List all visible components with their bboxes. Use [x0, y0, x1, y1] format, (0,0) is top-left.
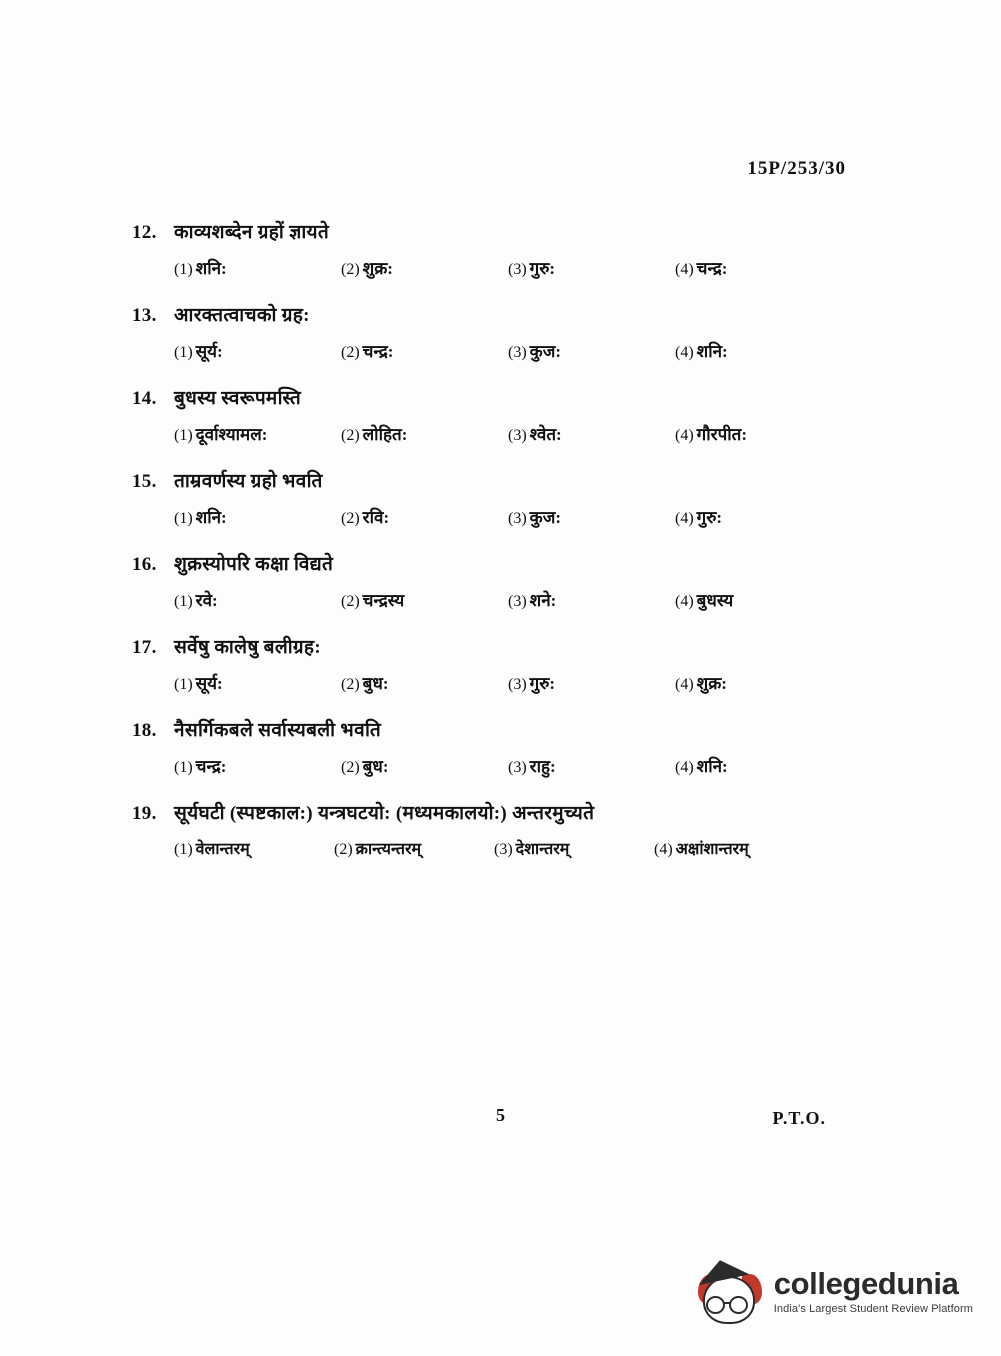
answer-option[interactable] [341, 505, 508, 528]
collegedunia-watermark [692, 1256, 973, 1326]
answer-option[interactable] [508, 339, 675, 362]
question-number: 16. [132, 554, 157, 575]
option-text: कुज: [529, 508, 561, 527]
answer-option[interactable] [675, 505, 842, 528]
question-block [132, 550, 892, 611]
option-text: राहु: [529, 757, 556, 776]
pto-label: P.T.O. [772, 1108, 826, 1128]
answer-option[interactable] [174, 505, 341, 528]
answer-option[interactable] [508, 422, 675, 445]
option-number: (3) [494, 841, 513, 858]
answer-option[interactable] [508, 671, 675, 694]
option-number: (3) [508, 510, 527, 527]
option-text: शुक्र: [696, 674, 727, 693]
question-number: 14. [132, 388, 157, 409]
question-line [132, 301, 892, 327]
question-block [132, 799, 892, 859]
option-text: चन्द्र: [195, 757, 227, 776]
option-text: शनि: [195, 508, 227, 527]
option-text: शनि: [696, 757, 728, 776]
question-text: शुक्रस्योपरि कक्षा विद्यते [174, 554, 334, 575]
option-text: शनि: [696, 342, 728, 361]
question-number: 19. [132, 803, 157, 824]
answer-option[interactable] [341, 422, 508, 445]
option-number: (1) [174, 759, 193, 776]
option-text: शने: [529, 591, 557, 610]
answer-option[interactable] [675, 256, 842, 279]
option-text: देशान्तरम् [515, 841, 570, 858]
option-text: चन्द्र: [696, 259, 728, 278]
answer-option[interactable] [675, 422, 842, 445]
option-row [132, 837, 892, 859]
watermark-text [773, 1265, 973, 1315]
option-text: रवे: [195, 591, 218, 610]
answer-option[interactable] [334, 837, 494, 859]
question-text: नैसर्गिकबले सर्वास्यबली भवति [174, 720, 381, 741]
option-text: शनि: [195, 259, 227, 278]
option-number: (3) [508, 344, 527, 361]
question-number: 15. [132, 471, 157, 492]
option-row [132, 754, 892, 777]
option-number: (3) [508, 676, 527, 693]
answer-option[interactable] [675, 671, 842, 694]
question-text: बुधस्य स्वरूपमस्ति [174, 388, 302, 409]
option-number: (4) [675, 593, 694, 610]
option-row [132, 588, 892, 611]
option-text: चन्द्र: [362, 342, 394, 361]
option-number: (1) [174, 261, 193, 278]
option-text: गुरु: [529, 674, 556, 693]
option-text: श्वेत: [529, 425, 562, 444]
question-line [132, 799, 892, 825]
question-number: 12. [132, 222, 157, 243]
answer-option[interactable] [675, 754, 842, 777]
option-text: सूर्य: [195, 674, 223, 693]
question-block [132, 301, 892, 362]
answer-option[interactable] [341, 339, 508, 362]
answer-option[interactable] [174, 422, 341, 445]
option-text: बुध: [362, 757, 389, 776]
option-number: (1) [174, 841, 193, 858]
question-block [132, 384, 892, 445]
answer-option[interactable] [174, 588, 341, 611]
option-number: (4) [675, 261, 694, 278]
option-row [132, 256, 892, 279]
answer-option[interactable] [675, 339, 842, 362]
option-text: वेलान्तरम् [195, 841, 250, 858]
answer-option[interactable] [341, 671, 508, 694]
option-number: (1) [174, 427, 193, 444]
answer-option[interactable] [174, 339, 341, 362]
option-row [132, 422, 892, 445]
answer-option[interactable] [508, 256, 675, 279]
question-text: ताम्रवर्णस्य ग्रहो भवति [174, 471, 323, 492]
option-number: (2) [341, 427, 360, 444]
option-number: (4) [675, 510, 694, 527]
option-number: (1) [174, 676, 193, 693]
option-number: (2) [341, 261, 360, 278]
answer-option[interactable] [654, 837, 814, 859]
option-text: कुज: [529, 342, 561, 361]
option-text: लोहित: [362, 425, 408, 444]
question-text: काव्यशब्देन ग्रहों ज्ञायते [174, 222, 329, 243]
answer-option[interactable] [174, 671, 341, 694]
question-text: आरक्तत्वाचको ग्रह: [174, 305, 310, 326]
option-text: सूर्य: [195, 342, 223, 361]
option-text: शुक्र: [362, 259, 393, 278]
option-number: (2) [341, 593, 360, 610]
option-number: (4) [675, 427, 694, 444]
paper-code: 15P/253/30 [747, 158, 846, 179]
option-number: (3) [508, 427, 527, 444]
question-block [132, 218, 892, 279]
question-block [132, 633, 892, 694]
answer-option[interactable] [341, 588, 508, 611]
page-number: 5 [496, 1105, 505, 1125]
option-number: (4) [654, 841, 673, 858]
option-number: (1) [174, 344, 193, 361]
option-number: (3) [508, 593, 527, 610]
option-text: गुरु: [529, 259, 556, 278]
watermark-tagline: India's Largest Student Review Platform [773, 1302, 973, 1315]
question-text: सर्वेषु कालेषु बलीग्रह: [174, 637, 321, 658]
option-text: बुधस्य [696, 591, 734, 610]
option-number: (4) [675, 676, 694, 693]
question-number: 13. [132, 305, 157, 326]
option-number: (2) [341, 759, 360, 776]
answer-option[interactable] [341, 256, 508, 279]
question-list [132, 218, 892, 881]
option-number: (3) [508, 261, 527, 278]
option-number: (2) [341, 676, 360, 693]
question-number: 18. [132, 720, 157, 741]
answer-option[interactable] [508, 754, 675, 777]
option-number: (1) [174, 593, 193, 610]
question-block [132, 467, 892, 528]
answer-option[interactable] [341, 754, 508, 777]
option-text: अक्षांशान्तरम् [675, 841, 749, 858]
option-number: (3) [508, 759, 527, 776]
question-block [132, 716, 892, 777]
option-text: क्रान्त्यन्तरम् [355, 841, 422, 858]
option-row [132, 505, 892, 528]
watermark-brand: collegedunia [773, 1265, 959, 1301]
option-text: गुरु: [696, 508, 723, 527]
question-line [132, 218, 892, 244]
option-number: (4) [675, 344, 694, 361]
graduate-student-icon [692, 1256, 766, 1326]
answer-option[interactable] [508, 505, 675, 528]
option-text: रवि: [362, 508, 390, 527]
question-line [132, 633, 892, 659]
question-number: 17. [132, 637, 157, 658]
answer-option[interactable] [494, 837, 654, 859]
option-text: बुध: [362, 674, 389, 693]
question-line [132, 467, 892, 493]
answer-option[interactable] [675, 588, 842, 611]
question-line [132, 384, 892, 410]
option-row [132, 339, 892, 362]
answer-option[interactable] [174, 256, 341, 279]
option-number: (2) [334, 841, 353, 858]
answer-option[interactable] [174, 754, 341, 777]
option-number: (4) [675, 759, 694, 776]
answer-option[interactable] [174, 837, 334, 859]
option-number: (2) [341, 344, 360, 361]
option-text: गौरपीत: [696, 425, 747, 444]
answer-option[interactable] [508, 588, 675, 611]
option-text: चन्द्रस्य [362, 591, 405, 610]
option-text: दूर्वाश्यामल: [195, 425, 268, 444]
option-number: (1) [174, 510, 193, 527]
question-text: सूर्यघटी (स्पष्टकाल:) यन्त्रघटयो: (मध्यमकालयो:) अन्तरमुच्यते [174, 803, 595, 824]
question-line [132, 550, 892, 576]
option-number: (2) [341, 510, 360, 527]
option-row [132, 671, 892, 694]
question-line [132, 716, 892, 742]
